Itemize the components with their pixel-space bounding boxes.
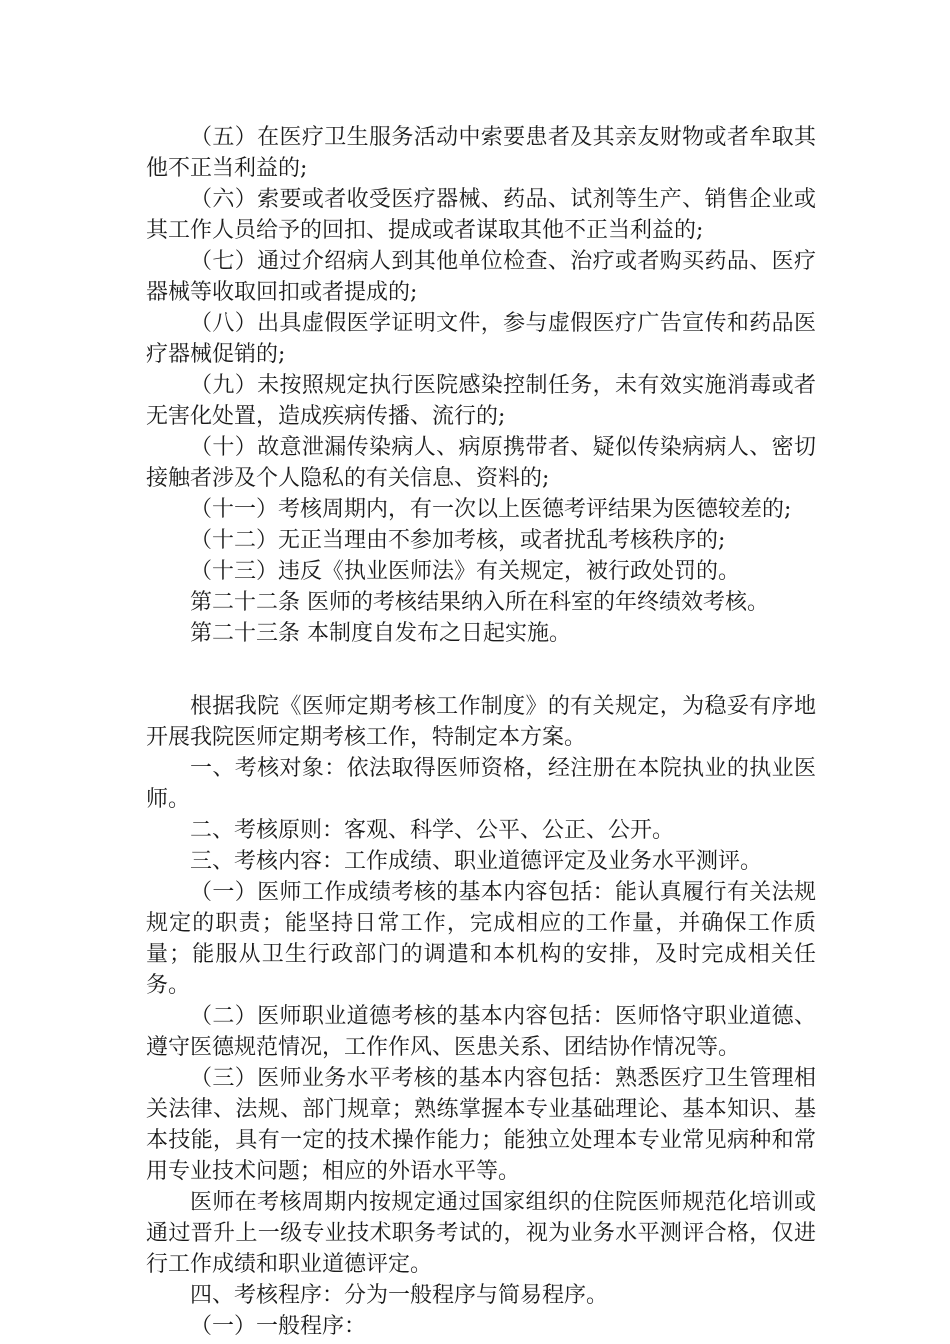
plan-content-2: （二）医师职业道德考核的基本内容包括：医师恪守职业道德、遵守医德规范情况，工作作风、医患关系、团结协作情况等。 [146, 1004, 816, 1060]
clause-item-11: （十一）考核周期内，有一次以上医德考评结果为医德较差的; [190, 497, 792, 522]
plan-intro: 根据我院《医师定期考核工作制度》的有关规定，为稳妥有序地开展我院医师定期考核工作，特制定本方案。 [146, 694, 816, 750]
plan-content-3: （三）医师业务水平考核的基本内容包括：熟悉医疗卫生管理相关法律、法规、部门规章；熟练掌握本专业基础理论、基本知识、基本技能，具有一定的技术操作能力；能独立处理本专业常见病种和常用专业技术问题；相应的外语水平等。 [146, 1066, 816, 1184]
assessment-plan [146, 691, 816, 1342]
article-22: 第二十二条 医师的考核结果纳入所在科室的年终绩效考核。 [190, 590, 769, 615]
clause-item-13: （十三）违反《执业医师法》有关规定，被行政处罚的。 [190, 559, 741, 584]
clause-item-7: （七）通过介绍病人到其他单位检查、治疗或者购买药品、医疗器械等收取回扣或者提成的; [146, 249, 816, 305]
plan-exemption: 医师在考核周期内按规定通过国家组织的住院医师规范化培训或通过晋升上一级专业技术职务考试的，视为业务水平测评合格，仅进行工作成绩和职业道德评定。 [146, 1190, 816, 1277]
clause-item-10: （十）故意泄漏传染病人、病原携带者、疑似传染病病人、密切接触者涉及个人隐私的有关信息、资料的; [146, 435, 816, 491]
plan-target: 一、考核对象：依法取得医师资格，经注册在本院执业的执业医师。 [146, 756, 816, 812]
article-23: 第二十三条 本制度自发布之日起实施。 [190, 621, 571, 646]
clause-item-6: （六）索要或者收受医疗器械、药品、试剂等生产、销售企业或其工作人员给予的回扣、提成或者谋取其他不正当利益的; [146, 187, 816, 243]
plan-procedure-general: （一）一般程序： [190, 1314, 367, 1339]
plan-principle: 二、考核原则：客观、科学、公平、公正、公开。 [190, 818, 675, 843]
plan-content: 三、考核内容：工作成绩、职业道德评定及业务水平测评。 [190, 849, 763, 874]
regulation-clauses [146, 122, 816, 649]
plan-procedure: 四、考核程序：分为一般程序与简易程序。 [190, 1283, 609, 1308]
clause-item-9: （九）未按照规定执行医院感染控制任务，未有效实施消毒或者无害化处置，造成疾病传播、流行的; [146, 373, 816, 429]
clause-item-12: （十二）无正当理由不参加考核，或者扰乱考核秩序的; [190, 528, 726, 553]
clause-item-8: （八）出具虚假医学证明文件，参与虚假医疗广告宣传和药品医疗器械促销的; [146, 311, 816, 367]
plan-content-1: （一）医师工作成绩考核的基本内容包括：能认真履行有关法规规定的职责；能坚持日常工作，完成相应的工作量，并确保工作质量；能服从卫生行政部门的调遣和本机构的安排，及时完成相关任务。 [146, 880, 816, 998]
clause-item-5: （五）在医疗卫生服务活动中索要患者及其亲友财物或者牟取其他不正当利益的; [146, 125, 816, 181]
